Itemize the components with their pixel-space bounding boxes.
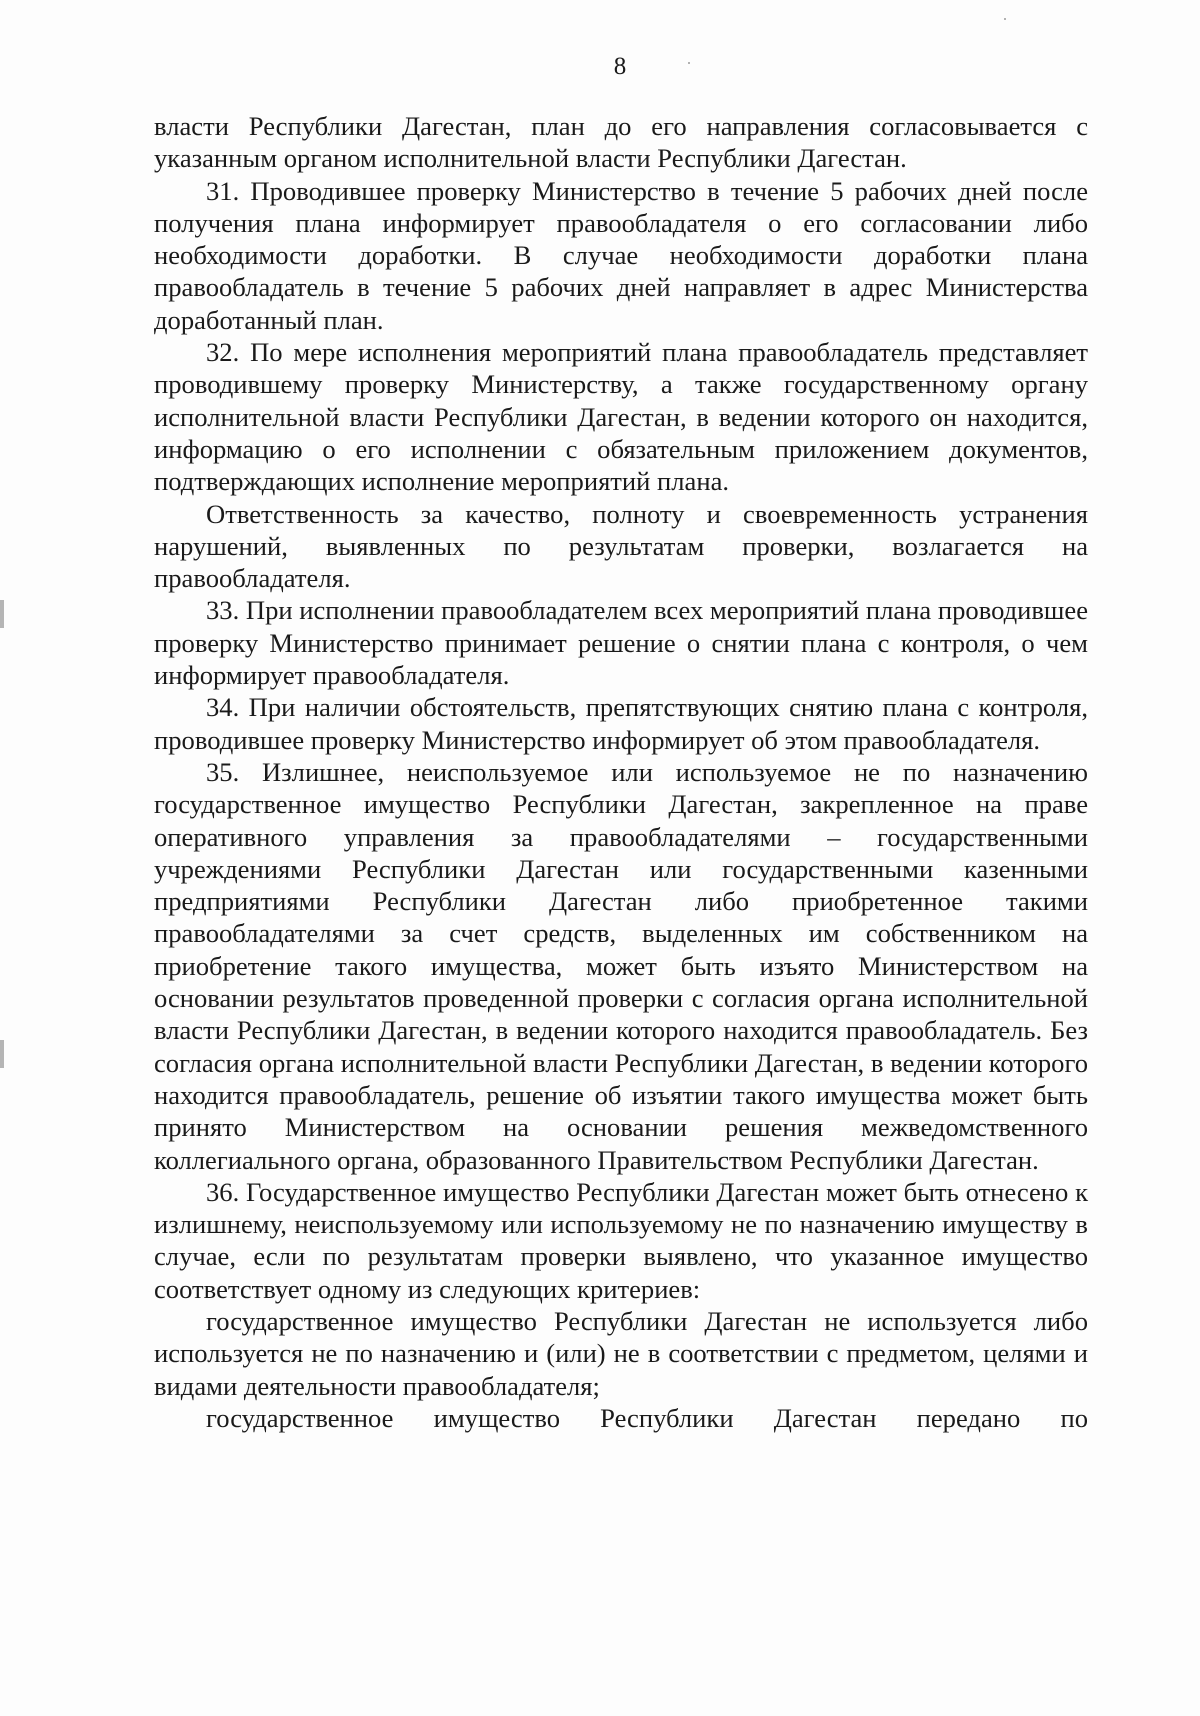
paragraph-32: 32. По мере исполнения мероприятий плана правообладатель представляет проводившему проверку Министерству, а также государственному органу исполнительной власти Республики Дагестан, в ведении которого он находится, информацию о его исполнении с обязательным приложением документов, подтверждающих исполнение мероприятий плана. [154,337,1088,497]
document-body [154,110,1088,1434]
scan-speck [688,62,690,64]
paragraph-35: 35. Излишнее, неиспользуемое или используемое не по назначению государственное имущество Республики Дагестан, закрепленное на праве оперативного управления за правообладателями – государственными учреждениями Республики Дагестан или государственными казенными предприятиями Республики Дагестан либо приобретенное такими правообладателями за счет средств, выделенных им собственником на приобретение такого имущества, может быть изъято Министерством на основании результатов проведенной проверки с согласия органа исполнительной власти Республики Дагестан, в ведении которого находится правообладатель. Без согласия органа исполнительной власти Республики Дагестан, в ведении которого находится правообладатель, решение об изъятии такого имущества может быть принято Министерством на основании решения межведомственного коллегиального органа, образованного Правительством Республики Дагестан. [154,756,1088,1175]
paragraph-criterion-1: государственное имущество Республики Дагестан не используется либо используется не по назначению и (или) не в соответствии с предметом, целями и видами деятельности правообладателя; [154,1305,1088,1401]
scan-edge-mark [0,600,4,628]
paragraph-criterion-2: государственное имущество Республики Дагестан передано по [206,1402,1088,1433]
paragraph-36: 36. Государственное имущество Республики Дагестан может быть отнесено к излишнему, неиспользуемому или используемому не по назначению имуществу в случае, если по результатам проверки выявлено, что указанное имущество соответствует одному из следующих критериев: [154,1176,1088,1304]
paragraph-responsibility: Ответственность за качество, полноту и своевременность устранения нарушений, выявленных по результатам проверки, возлагается на правообладателя. [154,498,1088,594]
paragraph-34: 34. При наличии обстоятельств, препятствующих снятию плана с контроля, проводившее проверку Министерство информирует об этом правообладателя. [154,692,1088,755]
scan-edge-mark [0,1040,4,1068]
paragraph-31: 31. Проводившее проверку Министерство в течение 5 рабочих дней после получения плана информирует правообладателя о его согласовании либо необходимости доработки. В случае необходимости доработки плана правообладатель в течение 5 рабочих дней направляет в адрес Министерства доработанный план. [154,175,1088,335]
paragraph-continuation: власти Республики Дагестан, план до его направления согласовывается с указанным органом исполнительной власти Республики Дагестан. [154,111,1088,174]
page-number: 8 [613,53,627,80]
scan-speck [1004,18,1006,20]
paragraph-33: 33. При исполнении правообладателем всех мероприятий плана проводившее проверку Министерство принимает решение о снятии плана с контроля, о чем информирует правообладателя. [154,595,1089,691]
